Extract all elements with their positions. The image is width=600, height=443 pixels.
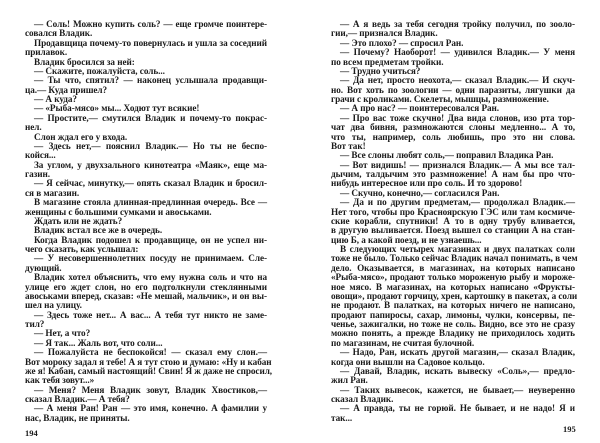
text-line: продают папиросы, сахар, лимоны, чулки, консервы, пе- xyxy=(331,309,575,320)
left-page-text xyxy=(25,19,273,423)
text-line: тил? xyxy=(25,319,45,329)
text-line: — Давай, Владик, искать вывеску «Соль»,— предло- xyxy=(340,365,575,376)
text-line: — У несовершеннолетних посуду не принимаем. Сле- xyxy=(34,253,267,264)
text-line: женщины с большими сумками и авоськами. xyxy=(25,206,212,217)
text-line: Владик хотел объяснить, что ему нужна соль и что на xyxy=(34,272,267,283)
text-line: прилавок. xyxy=(25,47,68,58)
paragraph xyxy=(331,20,575,39)
text-line: — Ты что, спятил? — наконец услышала продавщи- xyxy=(34,75,267,86)
text-line: — А про нас? — поинтересовался Ран. xyxy=(340,103,500,114)
text-line: Вот мороку задал я тебе! А я тут стою и думаю: «Ну и кабан xyxy=(25,356,272,367)
paragraph xyxy=(25,142,267,161)
text-line: — Вот видишь! — признался Владик.— А мы все тал- xyxy=(340,159,575,170)
paragraph xyxy=(25,311,267,330)
paragraph xyxy=(331,76,575,104)
text-line: — Нет, а что? xyxy=(34,328,91,339)
text-line: За углом, у двухзального кинотеатра «Маяк», еще ма- xyxy=(34,159,267,170)
text-line: по магазинам, не считая булочной. xyxy=(331,337,475,348)
text-line: — Здесь нет,— пояснил Владик.— Но ты не беспо- xyxy=(34,140,267,151)
text-line: же я! Кабан, самый настоящий! Свин! Я ж даже не спросил, xyxy=(25,365,273,376)
text-line: тоже не было. Только сейчас Владик начал понимать, в чем xyxy=(331,253,578,264)
text-line: авоськами вперед, сказав: «Не мешай, мальчик», и он вы- xyxy=(25,290,267,301)
text-line: Продавщица почему-то повернулась и ушла за соседний xyxy=(34,37,267,48)
text-line: Ждать или не ждать? xyxy=(34,215,123,226)
text-line: — Соль! Можно купить соль? — еще громче поинтере- xyxy=(34,19,267,29)
text-line: сказал Владик. xyxy=(331,394,394,404)
text-line: шел на улицу. xyxy=(25,300,82,311)
text-line: сказал Владик.— А тебя? xyxy=(25,394,130,404)
text-line: — Скучно, конечно,— согласился Ран. xyxy=(340,187,500,198)
paragraph xyxy=(25,76,267,95)
paragraph xyxy=(331,367,575,386)
paragraph xyxy=(25,386,267,405)
paragraph xyxy=(331,404,575,423)
text-line: ца.— Куда пришел? xyxy=(25,84,108,95)
text-line: чат два бивня, размножаются слоны медленно... А то, xyxy=(331,122,575,133)
text-line: — А правда, ты не горюй. Не бывает, и не надо! Я и xyxy=(340,403,575,414)
text-line: — Надо, Ран, искать другой магазин,— сказал Владик, xyxy=(340,347,575,358)
paragraph xyxy=(331,114,575,152)
text-line: — Трудно учиться? xyxy=(340,65,421,76)
text-line: ся в магазин. xyxy=(25,187,80,198)
paragraph xyxy=(25,114,267,133)
text-line: — А я ведь за тебя сегодня тройку получил, по зооло- xyxy=(340,19,575,29)
text-line: можно понять, а прежде Владику не приходилось ходить xyxy=(331,328,575,339)
text-line: В следующих четырех магазинах и двух палатках соли xyxy=(340,244,575,254)
text-line: — А меня Ран! Ран — это имя, конечно. А фамилии у xyxy=(34,403,267,414)
page-number-left: 194 xyxy=(25,428,38,438)
text-line: — Это плохо? — спросил Ран. xyxy=(340,37,464,48)
text-line: нибудь интересное или про соль. И то здорово! xyxy=(331,178,523,189)
text-line: «Рыба-мясо», продают только мороженую рыбу и мороже- xyxy=(331,272,575,283)
paragraph xyxy=(331,386,575,405)
text-line: — Пожалуйста не беспокойся! — сказал ему слон.— xyxy=(34,347,267,358)
text-line: когда они вышли на Садовое кольцо. xyxy=(331,356,485,367)
text-line: — Таких вывесок, кажется, не бывает,— неуверенно xyxy=(340,384,575,395)
text-line: грачи с кроликами. Скелеты, мышцы, размножение. xyxy=(331,94,549,104)
text-line: ное мясо. В магазинах, на которых написано «Фрукты- xyxy=(331,281,575,292)
paragraph xyxy=(25,20,267,39)
paragraph xyxy=(331,161,575,189)
page-number-right: 195 xyxy=(563,424,576,434)
text-line: койся... xyxy=(25,150,56,161)
paragraph xyxy=(25,198,267,217)
text-line: В магазине стояла длинная-предлинная очередь. Все — xyxy=(34,197,267,208)
text-line: — Про вас тоже скучно! Два вида слонов, изо рта тор- xyxy=(340,112,575,123)
text-line: нел. xyxy=(25,122,42,133)
text-line: — «Рыба-мясо» мы... Ходют тут всякие! xyxy=(34,103,200,114)
text-line: дело. Оказывается, в магазинах, на которых написано xyxy=(331,262,575,273)
text-line: — Почему? Наоборот! — удивился Владик.— У меня xyxy=(340,47,575,58)
text-line: не продают. В палатках, на которых ничего не написано, xyxy=(331,300,575,311)
text-line: — А куда? xyxy=(34,94,77,104)
text-line: в другую выливается. Поезд вышел со станции А на стан- xyxy=(331,225,575,236)
text-line: — Здесь тоже нет... А вас... А тебя тут никто не заме- xyxy=(34,309,267,320)
text-line: газин. xyxy=(25,169,51,179)
paragraph xyxy=(25,254,267,273)
text-line: Нет того, чтобы про Красноярскую ГЭС или там космиче- xyxy=(331,206,575,217)
text-line: Слон ждал его у входа. xyxy=(34,131,128,142)
paragraph xyxy=(25,161,267,180)
text-line: дычим, талдычим это размножение! А нам бы про что- xyxy=(331,169,575,179)
text-line: — Я сейчас, минутку,— опять сказал Владик и бросил- xyxy=(34,178,267,189)
text-line: овощи», продают горчицу, хрен, картошку в пакетах, а соли xyxy=(331,290,578,301)
paragraph xyxy=(25,347,273,386)
text-line: — Да нет, просто неохота,— сказал Владик.— И скуч- xyxy=(340,75,575,86)
paragraph xyxy=(25,236,267,255)
text-line: Владик бросился за ней: xyxy=(34,56,135,67)
text-line: Вот так! xyxy=(331,140,366,151)
text-line: как тебя зовут...» xyxy=(25,375,95,386)
paragraph xyxy=(331,348,575,367)
paragraph xyxy=(25,273,267,311)
text-line: — Меня? Меня Владик зовут, Владик Хвостиков,— xyxy=(34,384,267,395)
text-line: но. Вот хоть по зоологии — одни паразиты, лягушки да xyxy=(331,84,575,95)
text-line: — Простите,— смутился Владик и почему-то покрас- xyxy=(34,112,267,123)
paragraph xyxy=(25,179,267,198)
right-page-text xyxy=(331,19,578,423)
text-line: гии,— признался Владик. xyxy=(331,28,438,39)
text-line: совался Владик. xyxy=(25,28,93,39)
paragraph xyxy=(331,198,575,245)
paragraph xyxy=(331,244,578,348)
text-line: цию Б, а какой поезд, и не узнаешь... xyxy=(331,234,482,245)
text-line: — Да и по другим предметам,— продолжал Владик.— xyxy=(340,197,575,208)
text-line: Владик встал все же в очередь. xyxy=(34,225,163,236)
text-line: жил Ран. xyxy=(331,375,368,386)
text-line: — Все слоны любят соль,— поправил Владика Ран. xyxy=(340,150,554,161)
text-line: Когда Владик подошел к продавщице, он не успел ни- xyxy=(34,234,267,245)
text-line: — Скажите, пожалуйста, соль... xyxy=(34,65,165,76)
paragraph xyxy=(25,39,267,58)
text-line: дующий. xyxy=(25,262,62,273)
text-line: чего сказать, как услышал: xyxy=(25,244,139,254)
paragraph xyxy=(331,48,575,67)
text-line: по всем предметам тройки. xyxy=(331,56,444,67)
text-line: нас, Владик, не приняты. xyxy=(25,412,130,423)
text-line: ченье, зажигалки, но тоже не соль. Видно, все это не сразу xyxy=(331,319,575,329)
text-line: — Я так... Жаль вот, что соли... xyxy=(34,337,163,348)
text-line: ские корабли, спутники! А то в одну трубу вливается, xyxy=(331,215,575,226)
text-line: улице его ждет слон, но его подтолкнули стеклянными xyxy=(25,281,267,292)
text-line: что ты, например, соль любишь, про это ни слова. xyxy=(331,131,575,142)
paragraph xyxy=(25,404,267,423)
text-line: так... xyxy=(331,412,353,423)
